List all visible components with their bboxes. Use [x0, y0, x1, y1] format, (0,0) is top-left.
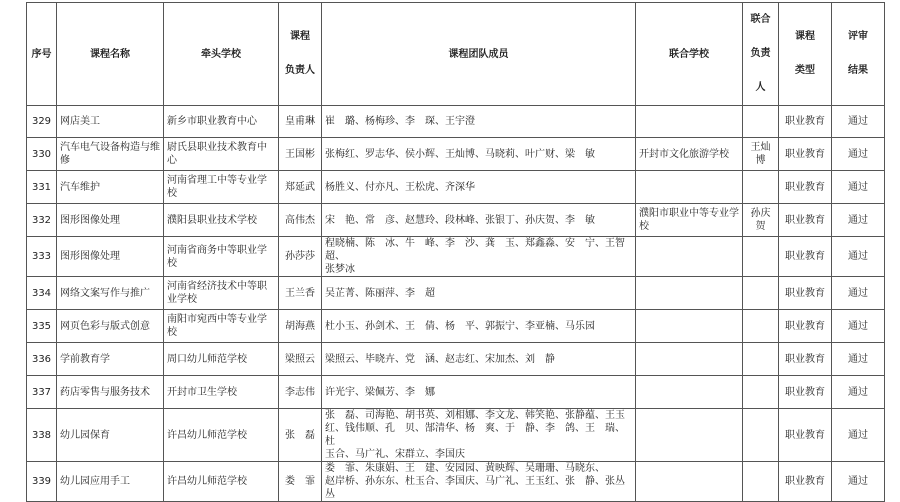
cell-lead-school-line: 新乡市职业教育中心: [167, 116, 257, 127]
cell-lead-school-line: 尉氏县职业技术教育中: [167, 142, 267, 153]
cell-course-type: 职业教育: [779, 343, 832, 376]
header-partner-lead-line2: 负责人: [750, 48, 771, 93]
table-row: [27, 237, 885, 277]
cell-course-type: 职业教育: [779, 277, 832, 310]
cell-lead-school-line: 河南省理工中等专业学: [167, 175, 267, 186]
table-row: [27, 106, 885, 138]
header-team: 课程团队成员: [322, 3, 636, 106]
cell-lead-school: [164, 237, 279, 277]
cell-seq: 339: [27, 462, 57, 502]
cell-seq: 334: [27, 277, 57, 310]
cell-course-line: 图形图像处理: [60, 251, 120, 262]
cell-course-lead: 王兰香: [279, 277, 322, 310]
cell-team-line: 吴芷菁、陈丽萍、李 超: [325, 287, 435, 299]
header-partner-lead: [743, 3, 779, 106]
cell-partner-lead: [743, 106, 779, 138]
cell-lead-school-line: 校: [167, 188, 177, 199]
cell-course-type: 职业教育: [779, 237, 832, 277]
header-seq: 序号: [27, 3, 57, 106]
cell-lead-school-line: 开封市卫生学校: [167, 386, 237, 398]
cell-course-lead: 高伟杰: [279, 204, 322, 237]
cell-lead-school-line: 心: [167, 155, 177, 166]
cell-lead-school: [164, 409, 279, 462]
cell-team-line: 梁照云、毕晓卉、党 涵、赵志红、宋加杰、刘 静: [325, 353, 555, 365]
cell-seq: 337: [27, 376, 57, 409]
cell-team-line: 杨胜义、付亦凡、王松虎、齐深华: [325, 181, 475, 193]
cell-course-lead: 张 磊: [279, 409, 322, 462]
table-row: [27, 310, 885, 343]
cell-lead-school: [164, 277, 279, 310]
header-partner-school: 联合学校: [636, 3, 743, 106]
cell-partner-lead: 王灿博: [743, 138, 779, 171]
cell-course: [57, 171, 164, 204]
cell-lead-school-line: 业学校: [167, 294, 197, 305]
cell-team-line: 杜小玉、孙剑术、王 倩、杨 平、郭振宁、李亚楠、马乐园: [325, 320, 595, 332]
cell-lead-school-line: 校: [167, 327, 177, 338]
header-course-type-line2: 类型: [795, 65, 815, 76]
cell-course: [57, 138, 164, 171]
cell-result: 通过: [832, 237, 885, 277]
cell-course-line: 汽车维护: [60, 181, 100, 193]
cell-course-line: 幼儿园应用手工: [60, 476, 130, 487]
cell-partner-school: [636, 343, 743, 376]
cell-team-line: 张梅红、罗志华、侯小辉、王灿博、马晓莉、叶广财、梁 敏: [325, 148, 595, 160]
cell-lead-school: [164, 138, 279, 171]
cell-lead-school: [164, 462, 279, 502]
cell-lead-school: [164, 376, 279, 409]
cell-course-lead: 李志伟: [279, 376, 322, 409]
cell-team: [322, 376, 636, 409]
cell-course-lead: 王国彬: [279, 138, 322, 171]
cell-team: [322, 106, 636, 138]
cell-partner-school-line: 开封市文化旅游学校: [639, 148, 729, 160]
header-course-lead: [279, 3, 322, 106]
cell-course-lead: 娄 霏: [279, 462, 322, 502]
cell-result: 通过: [832, 277, 885, 310]
table-row: [27, 138, 885, 171]
cell-partner-school-line: 校: [639, 221, 649, 232]
cell-partner-school: [636, 277, 743, 310]
cell-partner-lead: [743, 310, 779, 343]
cell-lead-school-line: 周口幼儿师范学校: [167, 353, 247, 365]
cell-seq: 331: [27, 171, 57, 204]
cell-course-lead: 孙莎莎: [279, 237, 322, 277]
header-course-lead-line1: 课程: [290, 31, 310, 42]
cell-team: [322, 204, 636, 237]
cell-team-line: 许光宇、梁佩芳、李 娜: [325, 386, 435, 398]
cell-course-line: 图形图像处理: [60, 214, 120, 226]
cell-team-line: 程晓楠、陈 冰、牛 峰、李 沙、龚 玉、郑鑫淼、安 宁、王智超、: [325, 238, 625, 262]
cell-partner-lead: [743, 376, 779, 409]
cell-partner-lead: [743, 277, 779, 310]
cell-seq: 333: [27, 237, 57, 277]
cell-lead-school-line: 河南省经济技术中等职: [167, 281, 267, 292]
cell-course-line: 网页色彩与版式创意: [60, 320, 150, 332]
cell-partner-school: [636, 171, 743, 204]
cell-lead-school: [164, 310, 279, 343]
cell-team: [322, 462, 636, 502]
header-course-type: [779, 3, 832, 106]
cell-team-line: 娄 霏、朱康娟、王 建、安园园、黄映辉、吴珊珊、马晓东、: [325, 463, 605, 474]
cell-lead-school-line: 许昌幼儿师范学校: [167, 429, 247, 441]
cell-course-line: 汽车电气设备构造与维: [60, 142, 160, 153]
cell-lead-school-line: 南阳市宛西中等专业学: [167, 314, 267, 325]
cell-course-type: 职业教育: [779, 204, 832, 237]
cell-course-type: 职业教育: [779, 171, 832, 204]
table-header-row: [27, 3, 885, 106]
cell-result: 通过: [832, 138, 885, 171]
header-result-line1: 评审: [848, 31, 868, 42]
cell-lead-school: [164, 343, 279, 376]
cell-partner-lead: [743, 171, 779, 204]
cell-partner-school: [636, 409, 743, 462]
cell-partner-lead: [743, 237, 779, 277]
cell-course: [57, 237, 164, 277]
cell-lead-school-line: 濮阳县职业技术学校: [167, 214, 257, 226]
cell-course-type: 职业教育: [779, 409, 832, 462]
cell-course: [57, 106, 164, 138]
cell-course-lead: 梁照云: [279, 343, 322, 376]
table-row: [27, 204, 885, 237]
cell-result: 通过: [832, 376, 885, 409]
cell-course-line: 药店零售与服务技术: [60, 386, 150, 398]
cell-seq: 335: [27, 310, 57, 343]
cell-partner-school: [636, 376, 743, 409]
table-row: [27, 171, 885, 204]
cell-team: [322, 171, 636, 204]
cell-course-line: 修: [60, 155, 70, 166]
cell-lead-school-line: 许昌幼儿师范学校: [167, 476, 247, 487]
table-row: [27, 343, 885, 376]
table-body: [27, 106, 885, 502]
cell-course: [57, 376, 164, 409]
cell-lead-school: [164, 171, 279, 204]
cell-partner-school-line: 濮阳市职业中等专业学: [639, 208, 739, 219]
cell-course: [57, 462, 164, 502]
cell-partner-school: [636, 204, 743, 237]
cell-partner-school: [636, 237, 743, 277]
cell-partner-lead: 孙庆贺: [743, 204, 779, 237]
cell-team-line: 宋 艳、常 彦、赵慧玲、段林峰、张银丁、孙庆贺、李 敏: [325, 214, 595, 226]
cell-team: [322, 409, 636, 462]
cell-course: [57, 310, 164, 343]
cell-team-line: 张 磊、司海艳、胡书英、刘相娜、李文龙、韩笑艳、张静蕴、王玉: [325, 410, 625, 421]
header-partner-lead-line1: 联合: [750, 14, 771, 25]
cell-team: [322, 138, 636, 171]
table-row: [27, 277, 885, 310]
cell-result: 通过: [832, 171, 885, 204]
cell-result: 通过: [832, 343, 885, 376]
cell-course-type: 职业教育: [779, 106, 832, 138]
cell-partner-lead: [743, 462, 779, 502]
cell-result: 通过: [832, 106, 885, 138]
table-row: [27, 462, 885, 502]
table-row: [27, 409, 885, 462]
cell-course-type: 职业教育: [779, 310, 832, 343]
cell-seq: 336: [27, 343, 57, 376]
cell-lead-school-line: 河南省商务中等职业学: [167, 244, 267, 256]
header-result-line2: 结果: [848, 65, 868, 76]
header-course-type-line1: 课程: [795, 31, 815, 42]
cell-seq: 330: [27, 138, 57, 171]
cell-course-lead: 胡海燕: [279, 310, 322, 343]
cell-lead-school-line: 校: [167, 257, 177, 269]
cell-seq: 332: [27, 204, 57, 237]
cell-seq: 338: [27, 409, 57, 462]
cell-team: [322, 277, 636, 310]
header-result: [832, 3, 885, 106]
cell-team-line: 玉合、马广礼、宋群立、李国庆: [325, 449, 465, 460]
cell-result: 通过: [832, 409, 885, 462]
header-course-lead-line2: 负责人: [285, 65, 315, 76]
cell-course-type: 职业教育: [779, 138, 832, 171]
cell-partner-lead: [743, 343, 779, 376]
cell-course: [57, 277, 164, 310]
cell-course-type: 职业教育: [779, 376, 832, 409]
cell-course-line: 幼儿园保育: [60, 429, 110, 441]
cell-partner-school: [636, 138, 743, 171]
course-table: [26, 2, 885, 502]
cell-seq: 329: [27, 106, 57, 138]
cell-result: 通过: [832, 462, 885, 502]
table-row: [27, 376, 885, 409]
cell-partner-school: [636, 106, 743, 138]
cell-result: 通过: [832, 204, 885, 237]
cell-partner-school: [636, 462, 743, 502]
cell-course-lead: 皇甫琳: [279, 106, 322, 138]
cell-course-lead: 郑延武: [279, 171, 322, 204]
cell-team-line: 崔 璐、杨梅珍、李 琛、王宇澄: [325, 116, 475, 127]
cell-lead-school: [164, 204, 279, 237]
cell-course: [57, 204, 164, 237]
cell-team: [322, 343, 636, 376]
cell-course: [57, 409, 164, 462]
cell-lead-school: [164, 106, 279, 138]
cell-team: [322, 237, 636, 277]
cell-team-line: 赵岸桥、孙东东、杜玉合、李国庆、马广礼、王玉红、张 静、张丛丛: [325, 476, 625, 500]
header-lead-school: 牵头学校: [164, 3, 279, 106]
cell-team: [322, 310, 636, 343]
cell-partner-school: [636, 310, 743, 343]
cell-course-line: 网店美工: [60, 116, 100, 127]
cell-team-line: 张梦冰: [325, 264, 355, 275]
header-course: 课程名称: [57, 3, 164, 106]
cell-course: [57, 343, 164, 376]
cell-result: 通过: [832, 310, 885, 343]
cell-team-line: 红、钱伟顺、孔 贝、郜清华、杨 爽、于 静、李 鸽、王 瑞、杜: [325, 423, 625, 447]
cell-course-type: 职业教育: [779, 462, 832, 502]
cell-course-line: 学前教育学: [60, 353, 110, 365]
cell-partner-lead: [743, 409, 779, 462]
cell-course-line: 网络文案写作与推广: [60, 287, 150, 299]
